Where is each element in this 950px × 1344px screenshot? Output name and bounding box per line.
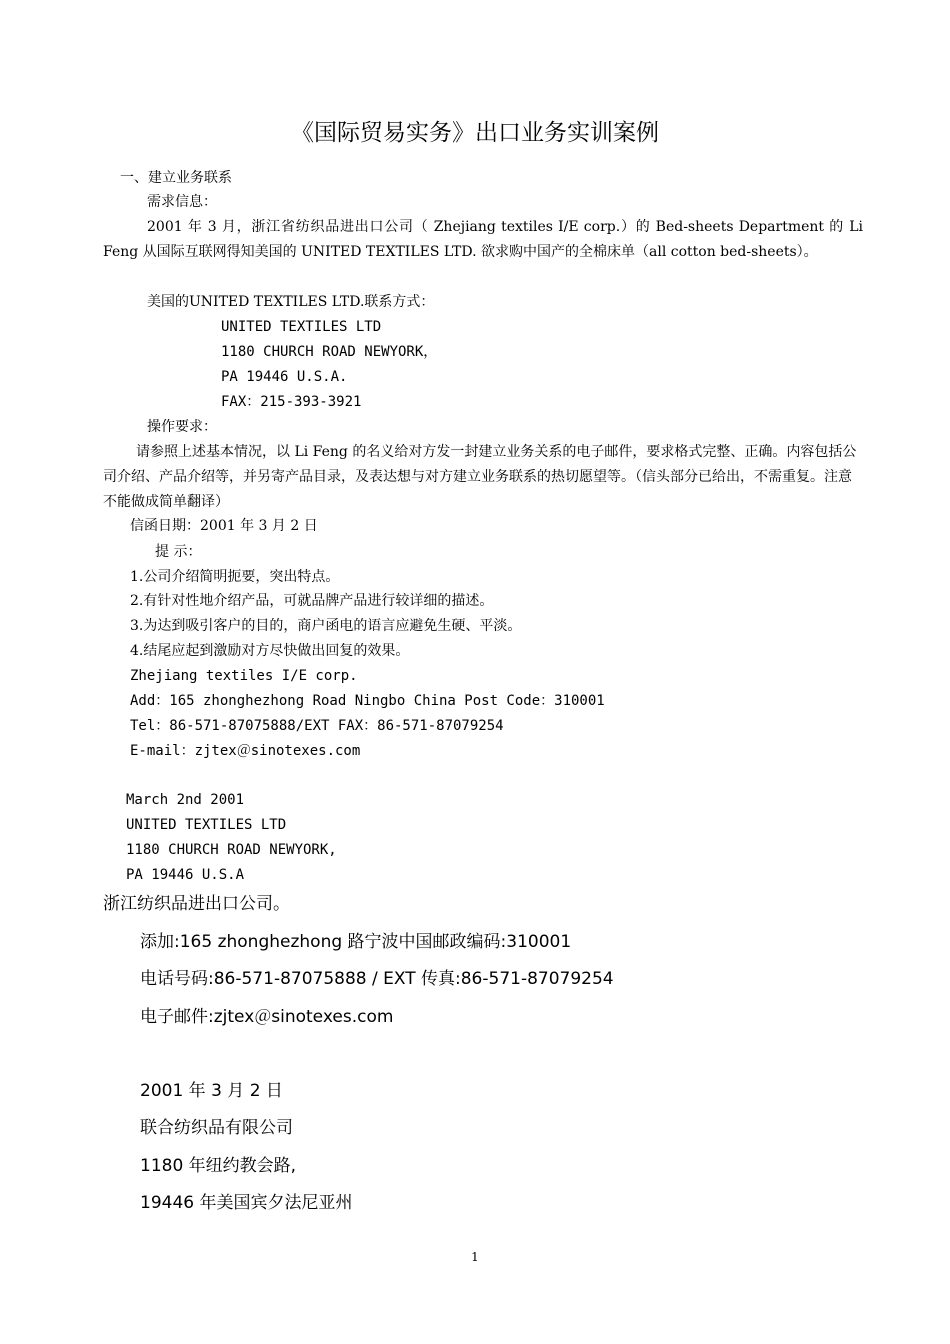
hint-item: 4.结尾应起到激励对方尽快做出回复的效果。: [130, 643, 410, 659]
need-label: 需求信息：: [147, 194, 217, 210]
page-title: 《国际贸易实务》出口业务实训案例: [291, 120, 659, 146]
letterhead-email: E-mail：zjtex＠sinotexes.com: [130, 743, 361, 759]
letter-date: 信函日期：2001 年 3 月 2 日: [130, 518, 318, 534]
translation-address: 添加:165 zhonghezhong 路宁波中国邮政编码:310001: [140, 932, 572, 952]
operation-paragraph: 请参照上述基本情况，以 Li Feng 的名义给对方发一封建立业务关系的电子邮件，要求格式完整、正确。内容包括公司介绍、产品介绍等，并另寄产品目录，及表达想与对方建立业务联系的热切愿望等。（信头部分已给出，不需重复。注意不能做成简单翻译）: [103, 444, 857, 510]
recipient-road: 1180 CHURCH ROAD NEWYORK,: [126, 842, 337, 858]
hint-label: 提 示：: [155, 544, 202, 560]
translation-recipient-state: 19446 年美国宾夕法尼亚州: [140, 1193, 353, 1213]
recipient-state: PA 19446 U.S.A: [126, 867, 245, 883]
contact-line: UNITED TEXTILES LTD: [221, 319, 382, 335]
translation-company: 浙江纺织品进出口公司。: [103, 894, 290, 914]
letterhead-phone: Tel：86-571-87075888/EXT FAX：86-571-87079254: [130, 718, 504, 734]
need-paragraph: 2001 年 3 月，浙江省纺织品进出口公司（ Zhejiang textiles I/E corp.）的 Bed-sheets Department 的 Li Feng 从国际互联网得知美国的 UNITED TEXTILES LTD. 欲求购中国产的全棉床单（all cotton bed-sheets）。: [103, 219, 863, 260]
section-heading: 一、建立业务联系: [120, 170, 232, 186]
recipient-date: March 2nd 2001: [126, 792, 245, 808]
translation-recipient-road: 1180 年纽约教会路,: [140, 1156, 297, 1176]
letterhead-company: Zhejiang textiles I/E corp.: [130, 668, 358, 684]
contact-line: FAX：215-393-3921: [221, 394, 362, 410]
translation-recipient-name: 联合纺织品有限公司: [140, 1118, 293, 1138]
translation-phone: 电话号码:86-571-87075888 / EXT 传真:86-571-87079254: [140, 969, 614, 989]
translation-date: 2001 年 3 月 2 日: [140, 1081, 283, 1101]
hint-item: 1.公司介绍简明扼要，突出特点。: [130, 569, 340, 585]
hint-item: 3.为达到吸引客户的目的，商户函电的语言应避免生硬、平淡。: [130, 618, 522, 634]
translation-email: 电子邮件:zjtex＠sinotexes.com: [140, 1007, 394, 1027]
operation-label: 操作要求：: [147, 419, 217, 435]
contact-line: PA 19446 U.S.A.: [221, 369, 348, 385]
page-number: 1: [471, 1250, 479, 1264]
recipient-name: UNITED TEXTILES LTD: [126, 817, 287, 833]
hint-item: 2.有针对性地介绍产品，可就品牌产品进行较详细的描述。: [130, 593, 494, 609]
contact-line: 1180 CHURCH ROAD NEWYORK，: [221, 344, 438, 360]
contact-label: 美国的UNITED TEXTILES LTD.联系方式：: [147, 294, 435, 310]
letterhead-address: Add：165 zhonghezhong Road Ningbo China Post Code：310001: [130, 693, 605, 709]
